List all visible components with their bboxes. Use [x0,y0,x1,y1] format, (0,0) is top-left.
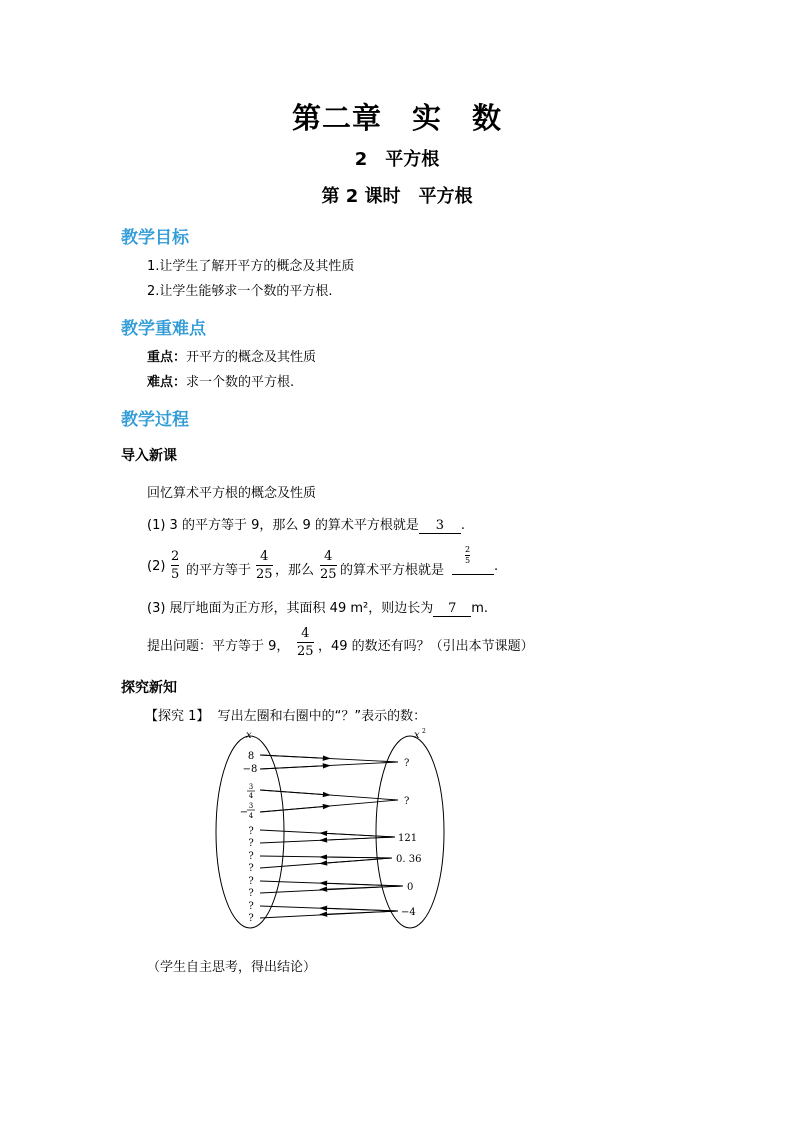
left-item-q4: ? [248,863,254,874]
question-1-answer: 3 [419,518,461,534]
question-2-label: (2) [147,559,166,574]
question-2-text-c: ，那么 [275,563,315,578]
left-item-q8: ? [248,913,254,924]
explore-1-label: 【探究 1】 [145,709,210,724]
right-item-036: 0. 36 [396,854,422,865]
right-set-label-sup: 2 [422,728,426,735]
right-set-label: x [414,730,420,741]
mapping-diagram [200,722,460,937]
section-title: 2 平方根 [354,149,440,170]
chapter-title: 第二章 实 数 [291,101,502,135]
goals-heading: 教学目标 [121,228,189,248]
key-point-text: 开平方的概念及其性质 [186,350,317,365]
question-1-text: (1) 3 的平方等于 9，那么 9 的算术平方根就是 [147,518,419,533]
goal-item-2: 2.让学生能够求一个数的平方根. [147,284,333,299]
left-item-q5: ? [248,876,254,887]
left-frac-2-den: 4 [248,812,254,820]
question-2-answer: 2 5 [465,545,471,565]
question-2-text-b: 的平方等于 [186,563,252,578]
left-item-q2: ? [248,838,254,849]
left-item-8: 8 [247,751,255,762]
question-3-text: (3) 展厅地面为正方形，其面积 49 m²，则边长为 [147,601,434,616]
pose-question-a: 提出问题：平方等于 9， [147,639,290,654]
explore-heading: 探究新知 [121,680,177,696]
intro-heading: 导入新课 [121,448,177,464]
right-ellipse [376,736,444,928]
left-frac-1-num: 3 [248,783,254,791]
left-item-neg8: −8 [242,764,258,775]
right-item-0: 0 [407,882,414,893]
key-point-line [147,346,316,365]
left-item-q1: ? [248,826,254,837]
hard-point-line [147,371,294,390]
question-1-end: . [460,518,466,533]
question-2-fraction-2: 4 25 [256,549,273,582]
hard-point-text: 求一个数的平方根. [186,375,295,390]
question-2-end: . [494,559,499,574]
question-1 [147,514,465,534]
right-item-121: 121 [398,833,418,844]
question-2-text-d: 的算术平方根就是 [340,563,445,578]
key-points-heading: 教学重难点 [121,319,206,339]
left-neg-sign: − [239,807,249,818]
key-point-label: 重点： [147,350,187,365]
left-item-q3: ? [248,851,254,862]
right-item-q1: ? [404,758,410,769]
pose-question-fraction: 4 25 [297,626,314,659]
explore-1-text: 写出左圈和右圈中的“？”表示的数： [217,709,427,724]
left-item-q6: ? [248,888,254,899]
lesson-title: 第 2 课时 平方根 [321,186,473,207]
question-3 [147,597,488,617]
recall-text: 回忆算术平方根的概念及性质 [147,486,317,501]
process-heading: 教学过程 [121,410,189,430]
pose-question-b: ，49 的数还有吗？（引出本节课题） [318,639,534,654]
left-item-q7: ? [248,901,254,912]
right-item-neg4: −4 [401,907,416,918]
left-set-label: x [246,730,252,741]
question-3-end: m. [471,601,489,616]
goal-item-1: 1.让学生了解开平方的概念及其性质 [147,259,355,274]
hard-point-label: 难点： [147,375,187,390]
question-3-answer: 7 [433,601,471,617]
left-frac-2-num: 3 [248,802,254,810]
question-2-fraction-3: 4 25 [320,549,337,582]
conclusion-text: （学生自主思考，得出结论） [147,960,317,975]
question-2-answer-blank [452,574,494,575]
question-2-fraction-1: 2 5 [171,549,180,582]
right-item-q2: ? [404,796,410,807]
left-frac-1-den: 4 [248,792,254,800]
